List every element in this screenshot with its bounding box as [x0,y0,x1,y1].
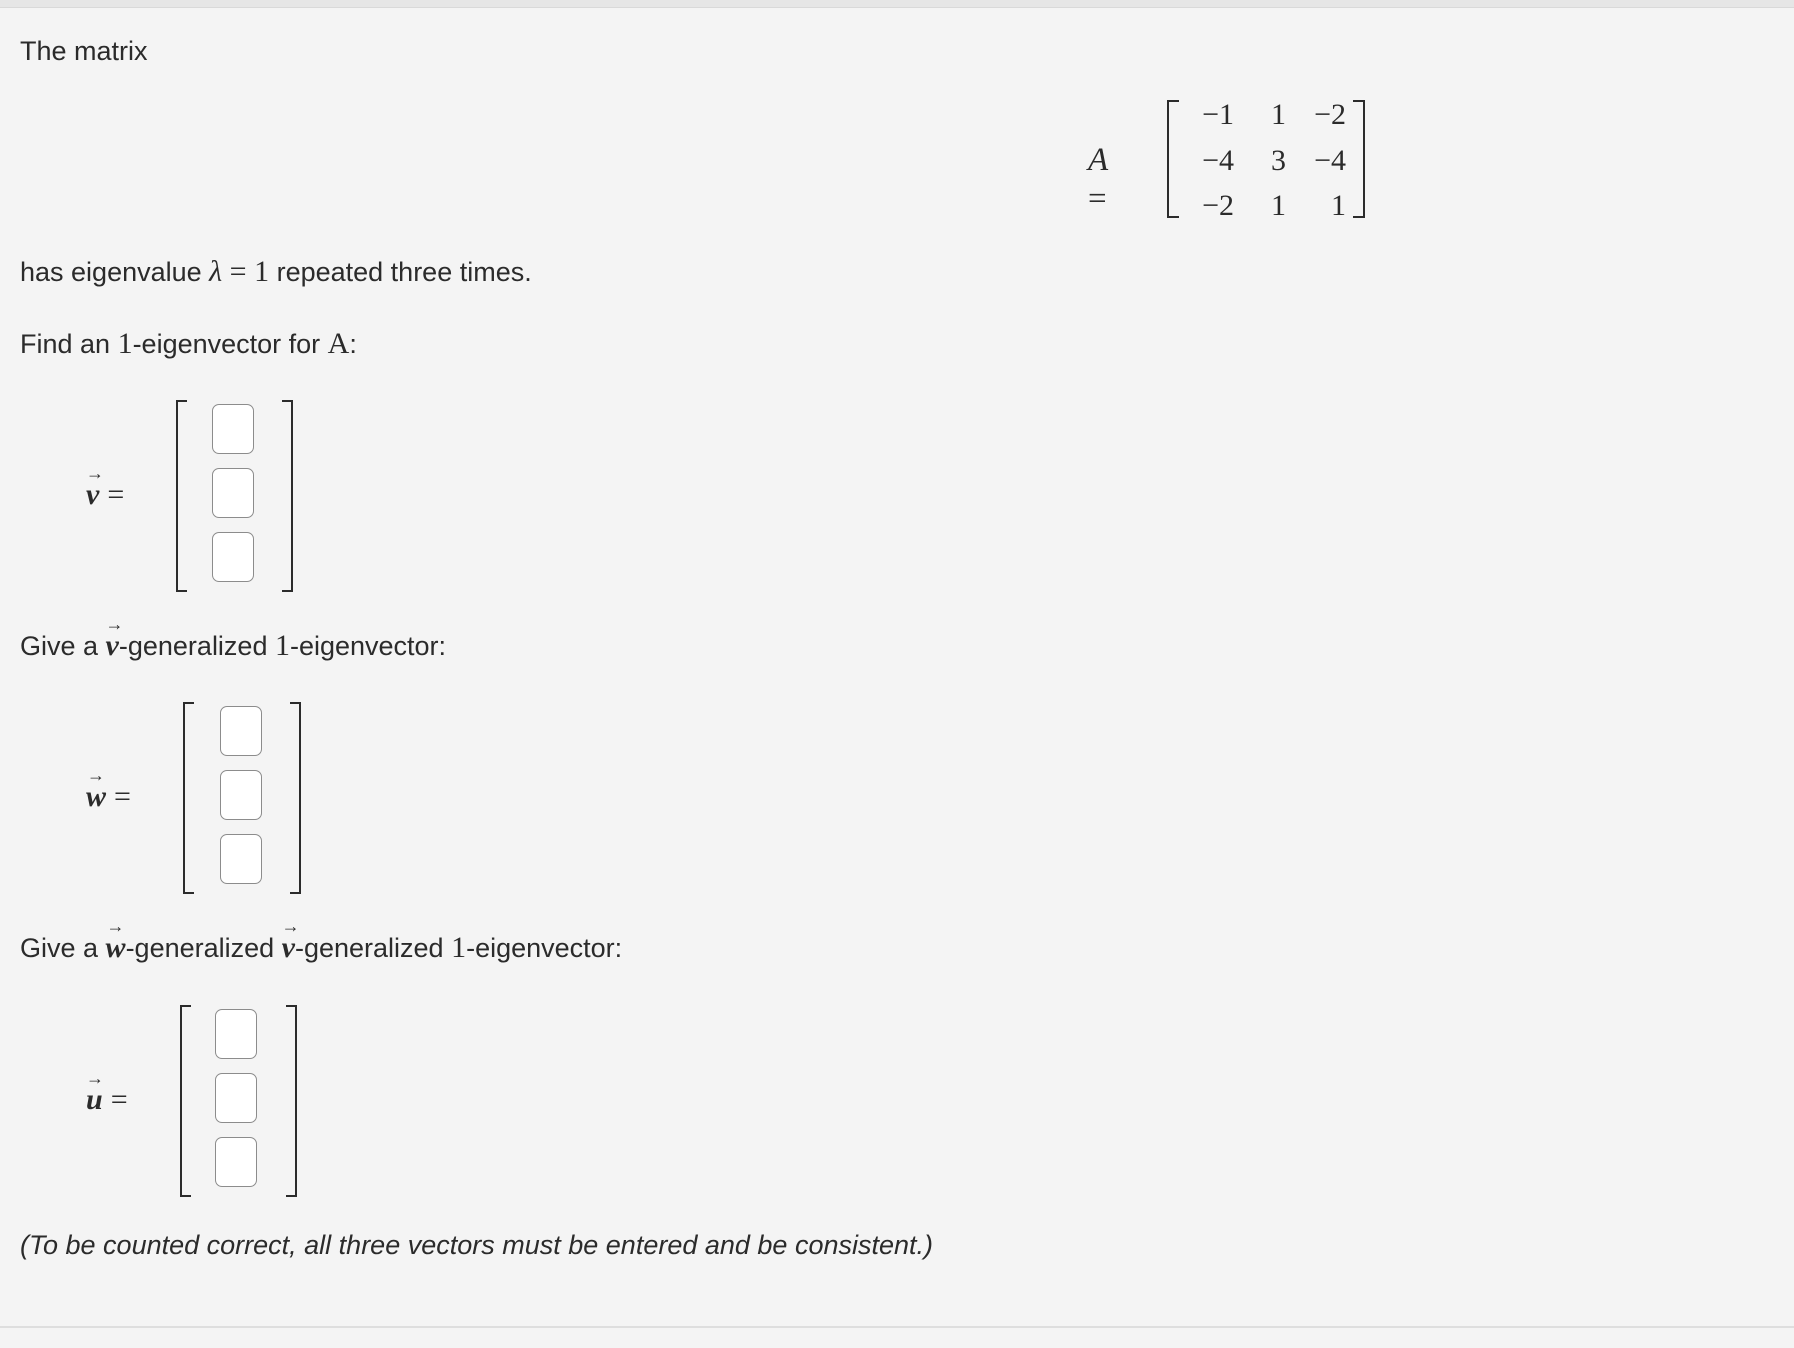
vector-u-block [0,1005,320,1200]
vector-v-block [0,400,320,595]
top-divider [0,0,1794,8]
matrix-right-bracket [1353,100,1365,218]
vector-equals: = [110,1083,128,1116]
u-entry-1-input[interactable] [215,1009,257,1059]
vector-equals: = [107,478,125,511]
vector-u-left-bracket [180,1005,191,1197]
matrix-cell: −1 [1202,98,1234,131]
bottom-divider [0,1326,1794,1328]
give-w-prompt [20,614,447,663]
v-entry-2-input[interactable] [212,468,254,518]
vector-arrow: → [281,916,300,936]
matrix-equals: = [1088,181,1107,217]
vector-u-label [86,1068,128,1117]
v-entry-3-input[interactable] [212,532,254,582]
u-entry-3-input[interactable] [215,1137,257,1187]
eigen-suffix: repeated three times. [269,257,532,287]
w-entry-3-input[interactable] [220,834,262,884]
give-w-suffix: -eigenvector: [289,631,447,661]
vector-w-block [0,702,320,897]
give-u-prefix: Give a [20,933,106,963]
matrix-cell: −2 [1314,98,1346,131]
vector-v-left-bracket [176,400,187,592]
give-u-vector1: w [105,931,126,964]
matrix-cell: −2 [1202,189,1234,222]
w-entry-2-input[interactable] [220,770,262,820]
eigenvalue-line [20,255,532,289]
vector-w-right-bracket [290,702,301,894]
matrix-label: A [1088,142,1109,178]
vector-arrow: → [86,1068,104,1088]
matrix-cell: 1 [1331,189,1346,222]
matrix-cell: 3 [1271,144,1286,177]
v-entry-1-input[interactable] [212,404,254,454]
give-u-suffix: -eigenvector: [466,933,623,963]
consistency-note: (To be counted correct, all three vectors must be entered and be consistent.) [20,1230,934,1260]
vector-v-right-bracket [282,400,293,592]
matrix-cell: 1 [1271,189,1286,222]
find-eigenvector-prompt [20,327,357,361]
give-u-vector2: v [281,931,295,964]
find-value: 1 [117,327,133,360]
vector-arrow: → [86,463,104,483]
vector-arrow: → [105,614,124,634]
find-matrix-label: A [327,327,350,360]
vector-w-label [86,765,131,814]
vector-v-label [86,463,125,512]
find-suffix: : [349,329,357,359]
find-prefix: Find an [20,329,118,359]
eigen-value: 1 [254,255,270,288]
u-entry-2-input[interactable] [215,1073,257,1123]
vector-name: w [86,780,107,813]
vector-arrow: → [87,765,105,785]
give-w-vector: v [105,629,119,662]
find-middle: -eigenvector for [132,329,328,359]
vector-u-right-bracket [286,1005,297,1197]
intro-text: The matrix [20,36,148,66]
give-u-prompt [20,916,623,965]
give-u-value: 1 [451,931,467,964]
give-w-value: 1 [274,629,290,662]
w-entry-1-input[interactable] [220,706,262,756]
eigen-equals: = [222,255,255,288]
matrix-cell: −4 [1202,144,1234,177]
eigen-prefix: has eigenvalue [20,257,210,287]
give-w-middle: -generalized [118,631,275,661]
vector-equals: = [114,780,131,813]
give-w-prefix: Give a [20,631,106,661]
vector-arrow: → [106,916,125,936]
vector-name: u [86,1083,103,1116]
give-u-middle1: -generalized [125,933,282,963]
give-u-middle2: -generalized [294,933,452,963]
matrix-cell: −4 [1314,144,1346,177]
vector-name: v [86,478,100,511]
vector-w-left-bracket [183,702,194,894]
matrix-cell: 1 [1271,98,1286,131]
lambda-symbol: λ [209,255,223,288]
matrix-lhs [1088,140,1108,218]
